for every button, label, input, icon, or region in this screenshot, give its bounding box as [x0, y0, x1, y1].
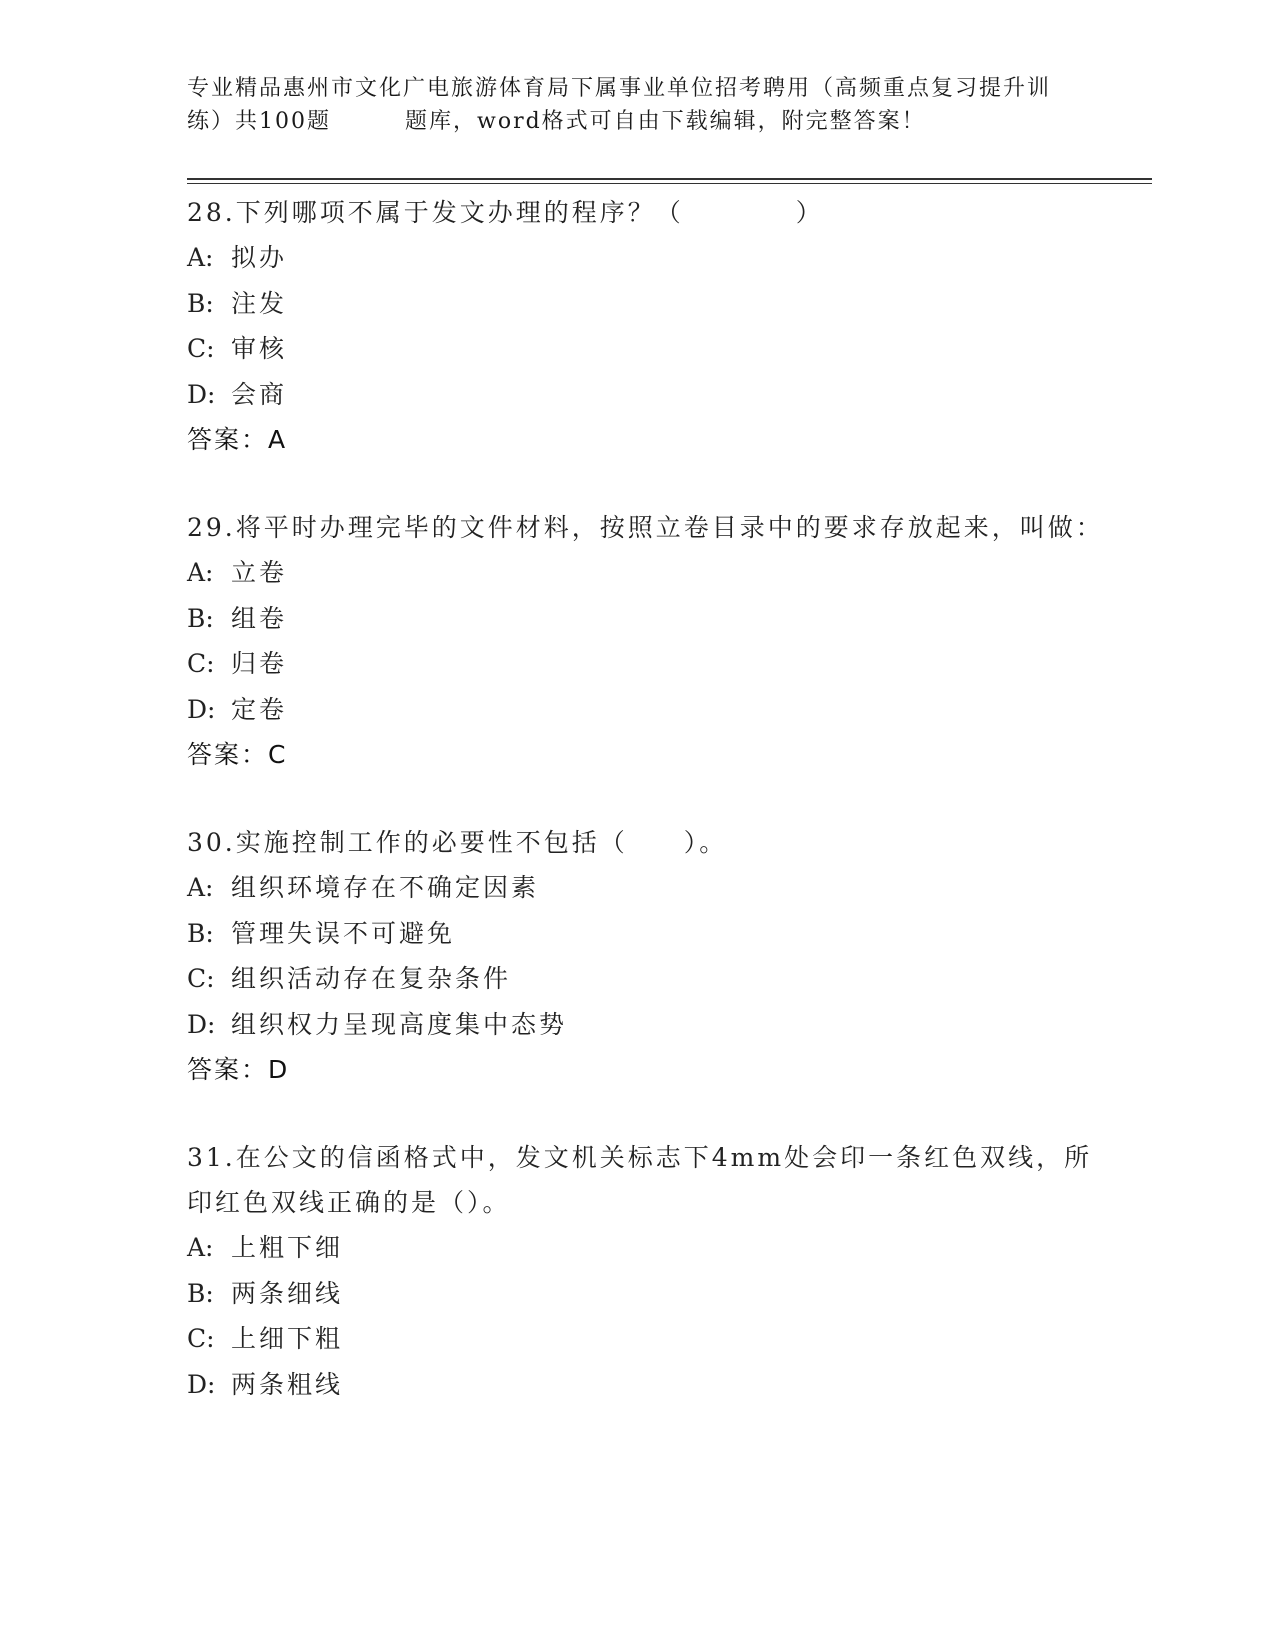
- option-a: [187, 235, 1107, 281]
- answer-label: 答案：D: [187, 1055, 290, 1084]
- option-c: [187, 326, 1107, 372]
- option-letter: A:: [187, 873, 214, 902]
- option-a: [187, 865, 1107, 911]
- option-a: [187, 1225, 1107, 1271]
- option-letter: D:: [187, 694, 216, 724]
- question-text: 31.在公文的信函格式中，发文机关标志下4mm处会印一条红色双线，所印红色双线正确的是（）。: [187, 1143, 1093, 1217]
- option-letter: A:: [187, 558, 214, 587]
- question-30: [187, 820, 1107, 1093]
- option-b: [187, 596, 1107, 642]
- option-letter: D:: [187, 1009, 216, 1039]
- question-text: 28.下列哪项不属于发文办理的程序？（ ）: [187, 198, 824, 227]
- option-text: 组织权力呈现高度集中态势: [231, 1009, 568, 1039]
- option-letter: B:: [187, 1278, 214, 1308]
- option-letter: C:: [187, 1324, 215, 1353]
- question-list: [187, 190, 1107, 1449]
- option-letter: C:: [187, 334, 215, 363]
- option-text: 注发: [231, 288, 288, 318]
- question-28: [187, 190, 1107, 463]
- option-b: [187, 911, 1107, 957]
- option-text: 两条细线: [231, 1278, 344, 1308]
- option-text: 管理失误不可避免: [231, 918, 456, 948]
- option-text: 上粗下细: [231, 1233, 344, 1262]
- option-a: [187, 550, 1107, 596]
- option-text: 立卷: [231, 558, 288, 587]
- option-text: 定卷: [231, 694, 288, 724]
- question-31: [187, 1135, 1107, 1407]
- question-text: 29.将平时办理完毕的文件材料，按照立卷目录中的要求存放起来，叫做：: [187, 513, 1104, 542]
- option-text: 组织环境存在不确定因素: [231, 873, 540, 902]
- option-text: 组织活动存在复杂条件: [231, 964, 512, 993]
- document-header: [187, 72, 1087, 138]
- option-text: 审核: [231, 334, 288, 363]
- option-letter: C:: [187, 649, 215, 678]
- question-text: 30.实施控制工作的必要性不包括（ ）。: [187, 828, 728, 857]
- header-title-line2: [187, 105, 1087, 138]
- option-d: [187, 372, 1107, 418]
- option-c: [187, 956, 1107, 1002]
- option-letter: B:: [187, 288, 214, 318]
- header-divider-thick: [187, 178, 1152, 180]
- option-d: [187, 1362, 1107, 1408]
- option-b: [187, 281, 1107, 327]
- option-letter: B:: [187, 603, 214, 633]
- header-title-line2-part1: 练）共100题: [187, 109, 331, 134]
- header-title-line1: 专业精品惠州市文化广电旅游体育局下属事业单位招考聘用（高频重点复习提升训: [187, 76, 1052, 101]
- answer-label: 答案：C: [187, 740, 288, 769]
- option-text: 归卷: [231, 649, 288, 678]
- option-letter: D:: [187, 379, 216, 409]
- option-letter: A:: [187, 1233, 214, 1262]
- header-divider-thin: [187, 183, 1152, 184]
- question-29: [187, 505, 1107, 778]
- option-b: [187, 1271, 1107, 1317]
- option-text: 两条粗线: [231, 1369, 344, 1399]
- option-letter: B:: [187, 918, 214, 948]
- option-d: [187, 687, 1107, 733]
- option-letter: C:: [187, 964, 215, 993]
- option-text: 组卷: [231, 603, 288, 633]
- option-letter: A:: [187, 243, 214, 272]
- option-letter: D:: [187, 1369, 216, 1399]
- option-c: [187, 641, 1107, 687]
- option-text: 拟办: [231, 243, 288, 272]
- header-title-line2-part2: 题库，word格式可自由下载编辑，附完整答案！: [405, 109, 926, 134]
- option-text: 会商: [231, 379, 288, 409]
- option-text: 上细下粗: [231, 1324, 344, 1353]
- option-c: [187, 1316, 1107, 1362]
- answer-label: 答案：A: [187, 425, 288, 454]
- option-d: [187, 1002, 1107, 1048]
